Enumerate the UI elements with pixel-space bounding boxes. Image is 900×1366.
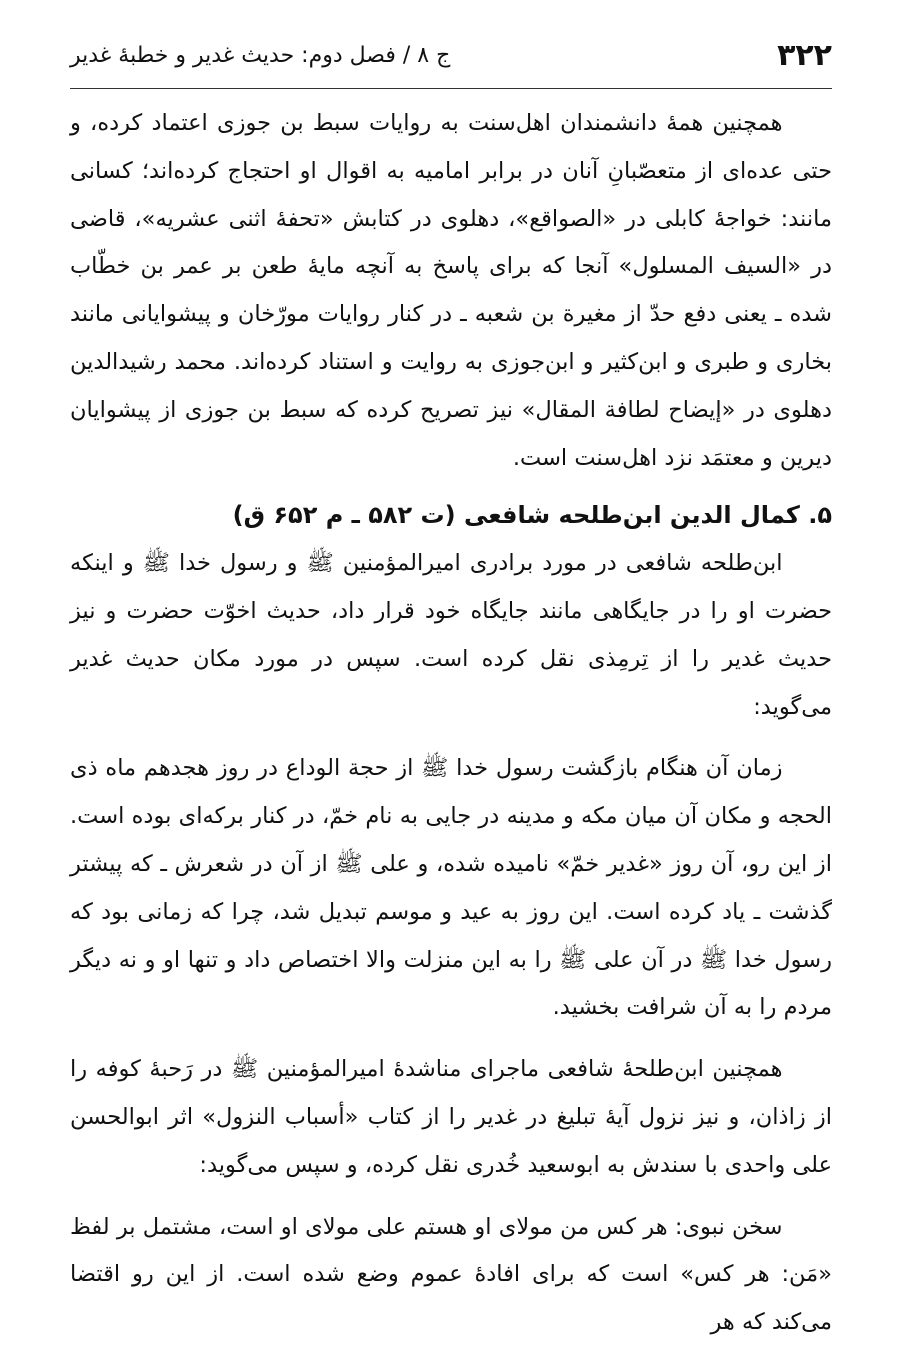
paragraph-quote: زمان آن هنگام بازگشت رسول خدا ﷺ از حجة الوداع در روز هجدهم ماه ذی الحجه و مکان آن میان مکه و مدینه در جایی به نام خمّ، در کنار برکه‌ای بوده است. از این رو، آن روز «غدیر خمّ» نامیده شده، و علی ﷺ از آن در شعرش ـ که پیشتر گذشت ـ یاد کرده است. این روز به عید و موسم تبدیل شد، چرا که زمانی بود که رسول خدا ﷺ در آن علی ﷺ را به این منزلت والا اختصاص داد و تنها او و نه دیگر مردم را به آن شرافت بخشید.: [70, 755, 832, 1021]
header-rule: [70, 88, 832, 89]
paragraph-ibn-talha: ابن‌طلحه شافعی در مورد برادری امیرالمؤمنین ﷺ و رسول خدا ﷺ و اینکه حضرت او را در جایگاهی مانند جایگاه خود قرار داد، حدیث اخوّت حضرت و نیز حدیث غدیر را از تِرمِذی نقل کرده است. سپس در مورد مکان حدیث غدیر می‌گوید:: [70, 550, 832, 720]
page-header: [70, 28, 832, 82]
running-title: ج ۸ / فصل دوم: حدیث غدیر و خطبهٔ غدیر: [70, 42, 451, 68]
paragraph-sources: همچنین همهٔ دانشمندان اهل‌سنت به روایات سبط بن جوزی اعتماد کرده، و حتی عده‌ای از متعصّبانِ آنان در برابر امامیه به اقوال او احتجاج کرده‌اند؛ کسانی مانند: خواجهٔ کابلی در «الصواقع»، دهلوی در کتابش «تحفهٔ اثنی عشریه»، قاضی در «السیف المسلول» آنجا که برای پاسخ به آنچه مایهٔ طعن بر عمر بن خطّاب شده ـ یعنی دفع حدّ از مغیرة بن شعبه ـ در کنار روایات مورّخان و پیشوایانی مانند بخاری و طبری و ابن‌کثیر و ابن‌جوزی به روایت و استناد کرده‌اند. محمد رشیدالدین دهلوی در «إیضاح لطافة المقال» نیز تصریح کرده که سبط بن جوزی از پیشوایان دیرین و معتمَد نزد اهل‌سنت است.: [70, 110, 832, 471]
page-body: [70, 100, 832, 1347]
paragraph-prophetic-saying: سخن نبوی: هر کس من مولای او هستم علی مولای او است، مشتمل بر لفظ «مَن: هر کس» است که برای افادهٔ عموم وضع شده است. از این رو اقتضا می‌کند که هر: [70, 1213, 832, 1336]
page-number: ۳۲۲: [777, 37, 832, 73]
section-heading: ۵. کمال الدین ابن‌طلحه شافعی (ت ۵۸۲ ـ م ۶۵۲ ق): [232, 501, 832, 530]
paragraph-munashada: همچنین ابن‌طلحهٔ شافعی ماجرای مناشدهٔ امیرالمؤمنین ﷺ در رَحبهٔ کوفه را از زاذان، و نیز نزول آیهٔ تبلیغ در غدیر را از کتاب «أسباب النزول» اثر ابوالحسن علی واحدی با سندش به ابوسعید خُدری نقل کرده، و سپس می‌گوید:: [70, 1056, 832, 1178]
